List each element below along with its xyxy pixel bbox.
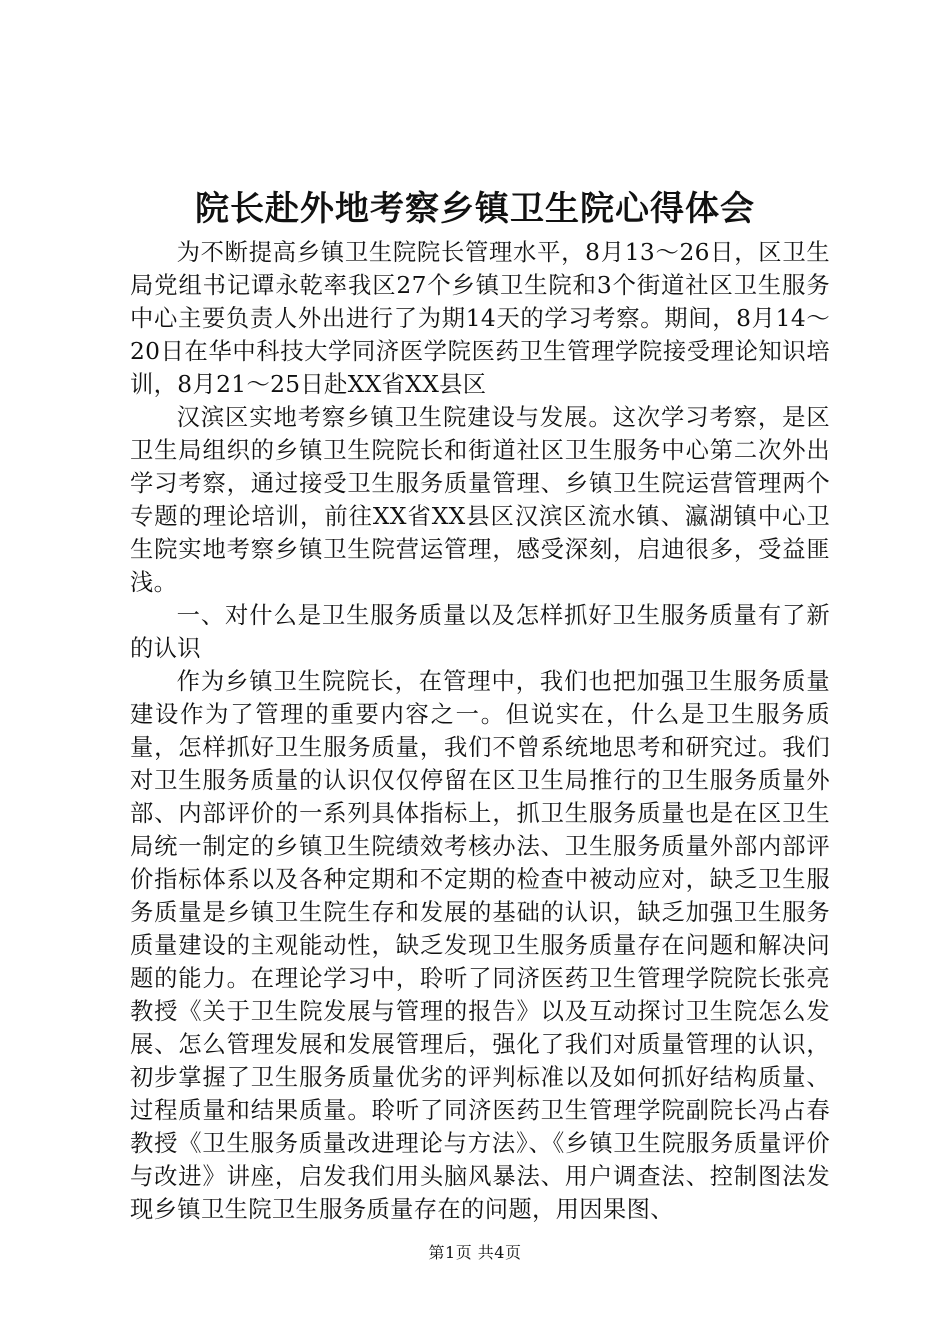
document-body	[130, 236, 830, 1226]
section-heading-1: 一、对什么是卫生服务质量以及怎样抓好卫生服务质量有了新的认识	[130, 602, 830, 662]
paragraph-overview: 汉滨区实地考察乡镇卫生院建设与发展。这次学习考察，是区卫生局组织的乡镇卫生院院长和街道社区卫生服务中心第二次外出学习考察，通过接受卫生服务质量管理、乡镇卫生院运营管理两个专题的理论培训，前往XX省XX县区汉滨区流水镇、瀛湖镇中心卫生院实地考察乡镇卫生院营运管理，感受深刻，启迪很多，受益匪浅。	[130, 404, 830, 596]
paragraph-intro: 为不断提高乡镇卫生院院长管理水平，8月13～26日，区卫生局党组书记谭永乾率我区27个乡镇卫生院和3个街道社区卫生服务中心主要负责人外出进行了为期14天的学习考察。期间，8月14～20日在华中科技大学同济医学院医药卫生管理学院接受理论知识培训，8月21～25日赴XX省XX县区	[130, 239, 830, 398]
page-footer: 第1页 共4页	[428, 1243, 522, 1262]
document-title: 院长赴外地考察乡镇卫生院心得体会	[195, 189, 755, 229]
paragraph-quality: 作为乡镇卫生院院长，在管理中，我们也把加强卫生服务质量建设作为了管理的重要内容之一。但说实在，什么是卫生服务质量，怎样抓好卫生服务质量，我们不曾系统地思考和研究过。我们对卫生服务质量的认识仅仅停留在区卫生局推行的卫生服务质量外部、内部评价的一系列具体指标上，抓卫生服务质量也是在区卫生局统一制定的乡镇卫生院绩效考核办法、卫生服务质量外部内部评价指标体系以及各种定期和不定期的检查中被动应对，缺乏卫生服务质量是乡镇卫生院生存和发展的基础的认识，缺乏加强卫生服务质量建设的主观能动性，缺乏发现卫生服务质量存在问题和解决问题的能力。在理论学习中，聆听了同济医药卫生管理学院院长张亮教授《关于卫生院发展与管理的报告》以及互动探讨卫生院怎么发展、怎么管理发展和发展管理后，强化了我们对质量管理的认识，初步掌握了卫生服务质量优劣的评判标准以及如何抓好结构质量、过程质量和结果质量。聆听了同济医药卫生管理学院副院长冯占春教授《卫生服务质量改进理论与方法》、《乡镇卫生院服务质量评价与改进》讲座，启发我们用头脑风暴法、用户调查法、控制图法发现乡镇卫生院卫生服务质量存在的问题，用因果图、	[130, 668, 830, 1223]
